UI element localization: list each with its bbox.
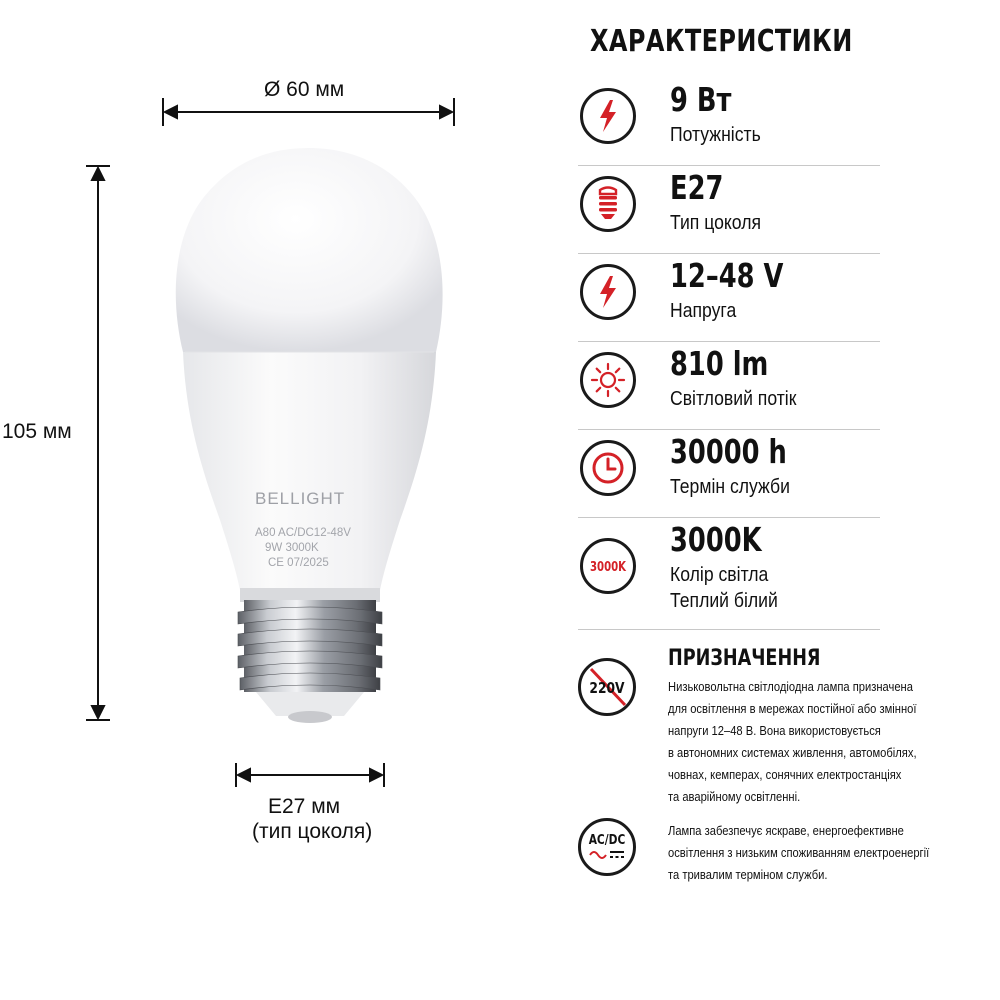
spec-value: E27 [670,168,724,207]
spec-label-secondary: Теплий білий [670,590,778,612]
ac-dc-icon-text: AC/DC [588,831,626,848]
spec-row-lifetime [578,430,880,518]
spec-label: Термін служби [670,476,790,498]
acdc-line: освітлення з низьким споживанням електроенергії [668,845,930,860]
bulb-base-icon [580,176,636,232]
spec-row-power [578,78,880,166]
height-dimension-line [86,166,110,720]
base-sublabel: (тип цоколя) [252,820,373,843]
purpose-text [668,676,952,808]
spec-label: Тип цоколя [670,212,762,234]
purpose-line: та аварійному освітленні. [668,789,801,804]
no-220v-icon-text: 220V [589,679,625,698]
bulb-print-line3: CE 07/2025 [268,557,329,569]
spec-value: 810 lm [670,344,769,383]
lightning-icon [580,264,636,320]
purpose-line: в автономних системах живлення, автомобілях, [668,745,917,760]
acdc-line: та тривалим терміном служби. [668,867,828,882]
spec-row-voltage [578,254,880,342]
color-temp-icon-text: 3000K [589,558,627,575]
spec-value: 9 Вт [670,80,732,119]
sun-icon [580,352,636,408]
spec-label: Колір світла [670,564,769,586]
bulb-body [183,352,436,590]
ac-dc-icon [578,818,636,876]
bulb-glass [176,148,443,352]
spec-label: Потужність [670,124,761,146]
base-dimension-line [236,763,384,787]
lightning-icon [580,88,636,144]
color-temp-icon [580,538,636,594]
bulb-print-line2: 9W 3000K [265,542,319,554]
specs-title: ХАРАКТЕРИСТИКИ [590,24,853,59]
spec-value: 30000 h [670,432,787,471]
spec-row-flux [578,342,880,430]
spec-row-color [578,518,880,630]
spec-label: Напруга [670,300,737,322]
acdc-line: Лампа забезпечує яскраве, енергоефективне [668,823,904,838]
spec-value: 3000K [670,520,762,559]
diameter-label: Ø 60 мм [264,78,345,101]
divider [578,629,880,630]
no-220v-icon [578,658,636,716]
screw-base [238,600,382,723]
bulb-brand-text: BELLIGHT [255,489,346,508]
bulb-neck [240,588,380,602]
spec-value: 12–48 V [670,256,784,295]
spec-row-base [578,166,880,254]
bulb-print-line1: A80 AC/DC12-48V [255,527,351,539]
purpose-line: напруги 12–48 В. Вона використовується [668,723,881,738]
purpose-line: човнах, кемперах, сонячних електростанціях [668,767,902,782]
purpose-title: ПРИЗНАЧЕННЯ [668,646,821,671]
acdc-text [668,820,952,886]
base-label: E27 мм [268,795,341,818]
diameter-dimension-line [163,98,454,126]
height-label: 105 мм [2,420,72,443]
spec-label: Світловий потік [670,388,797,410]
clock-icon [580,440,636,496]
purpose-line: для освітлення в мережах постійної або змінної [668,701,917,716]
purpose-line: Низьковольтна світлодіодна лампа призначена [668,679,913,694]
